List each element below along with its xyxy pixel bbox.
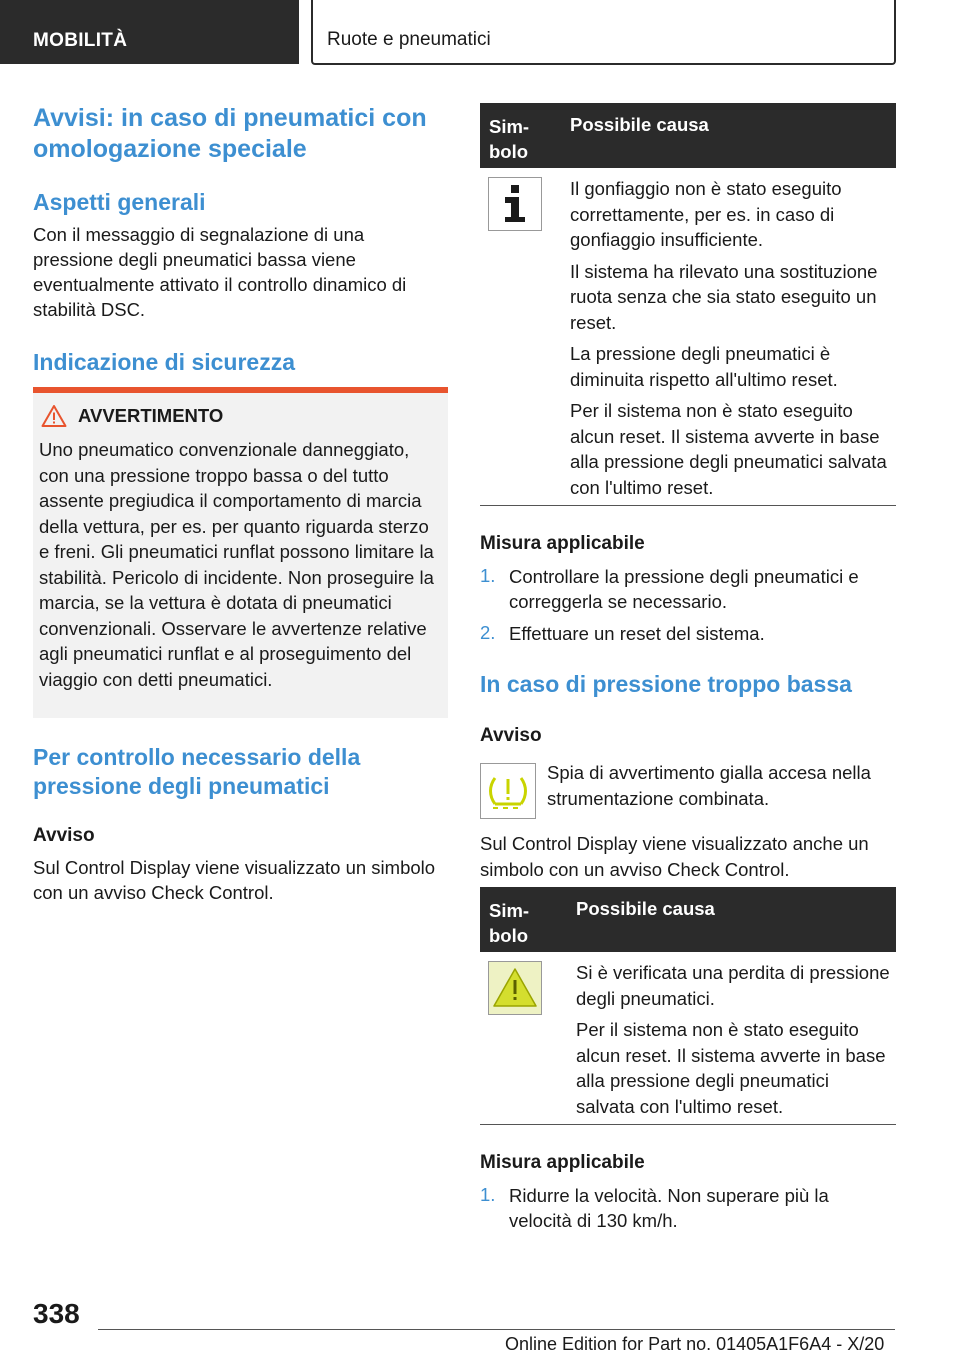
table2-bottom-rule (480, 1124, 896, 1125)
table2-causes (576, 960, 892, 1125)
table2-cause: Per il sistema non è stato eseguito alcun reset. Il sistema avverte in base alla pressione degli pneumatici salvata con l'ultimo reset. (576, 1019, 886, 1117)
avviso-text: Sul Control Display viene visualizzato un simbolo con un avviso Check Control. (33, 857, 436, 903)
step-number: 2. (480, 622, 496, 643)
footer-rule (98, 1329, 895, 1330)
tire-pressure-lamp-icon (480, 763, 536, 819)
display-text: Sul Control Display viene visualizzato anche un simbolo con un avviso Check Control. (480, 833, 869, 880)
page-number: 338 (33, 1298, 80, 1329)
warning-triangle-icon (41, 404, 67, 428)
lamp-text: Spia di avvertimento gialla accesa nella strumentazione combinata. (547, 762, 871, 809)
step-text: Effettuare un reset del sistema. (509, 623, 765, 644)
avviso-label: Avviso (33, 825, 95, 846)
table2-col-cause: Possibile causa (576, 898, 715, 919)
safety-heading: Indicazione di sicurezza (33, 349, 296, 375)
step-text: Controllare la pressione degli pneumatici e correggerla se necessario. (509, 566, 859, 612)
step-number: 1. (480, 1184, 496, 1205)
table1-cause: Il gonfiaggio non è stato eseguito correttamente, per es. in caso di gonfiaggio insufficiente. (570, 178, 842, 250)
section-title: MOBILITÀ (33, 30, 128, 51)
measure2-label: Misura applicabile (480, 1152, 645, 1173)
table1-col-symbol: Sim-bolo (489, 116, 530, 162)
step-number: 1. (480, 565, 496, 586)
page-title: Avvisi: in caso di pneumatici con omologazione speciale (33, 104, 427, 163)
check-heading: Per controllo necessario della pressione degli pneumatici (33, 744, 361, 799)
chapter-title: Ruote e pneumatici (327, 29, 491, 50)
table2-col-symbol: Sim-bolo (489, 900, 530, 946)
table1-col-cause: Possibile causa (570, 114, 709, 135)
warning-box (33, 387, 448, 718)
table2-cause: Si è verificata una perdita di pressione degli pneumatici. (576, 962, 890, 1009)
chapter-tab (311, 0, 896, 65)
info-icon (488, 177, 542, 231)
warning-title: AVVERTIMENTO (78, 405, 224, 426)
low-pressure-heading: In caso di pressione troppo bassa (480, 671, 852, 697)
warning-text: Uno pneumatico convenzionale danneggiato, con una pressione troppo bassa o del tutto assente pregiudica il comportamento di marcia della vettura, per es. per quanto riguarda sterzo e freni. Gli pneumatici runflat possono limitare la stabilità. Pericolo di incidente. Non proseguire la marcia, se la vettura è dotata di pneumatici convenzionali. Osservare le avvertenze relative agli pneumatici runflat e al proseguimento del viaggio con detti pneumatici. (39, 439, 434, 690)
footer-edition: Online Edition for Part no. 01405A1F6A4 - X/20 (505, 1334, 885, 1354)
table2-header (480, 887, 896, 952)
table1-cause: Il sistema ha rilevato una sostituzione ruota senza che sia stato eseguito un reset. (570, 260, 878, 333)
measure1-label: Misura applicabile (480, 533, 645, 554)
table1-cause: Per il sistema non è stato eseguito alcun reset. Il sistema avverte in base alla pressione degli pneumatici salvata con l'ultimo reset. (570, 400, 887, 498)
general-text: Con il messaggio di segnalazione di una pressione degli pneumatici bassa viene eventualmente attivato il controllo dinamico di stabilità DSC. (33, 224, 407, 320)
section-tab (0, 0, 299, 64)
warning-triangle-icon (488, 961, 542, 1015)
table1-header (480, 103, 896, 168)
table1-cause: La pressione degli pneumatici è diminuita rispetto all'ultimo reset. (570, 343, 838, 390)
step-text: Ridurre la velocità. Non superare più la velocità di 130 km/h. (509, 1185, 829, 1231)
table1-bottom-rule (480, 505, 896, 506)
avviso-label-right: Avviso (480, 725, 542, 746)
table1-causes (570, 176, 890, 506)
general-heading: Aspetti generali (33, 189, 206, 215)
